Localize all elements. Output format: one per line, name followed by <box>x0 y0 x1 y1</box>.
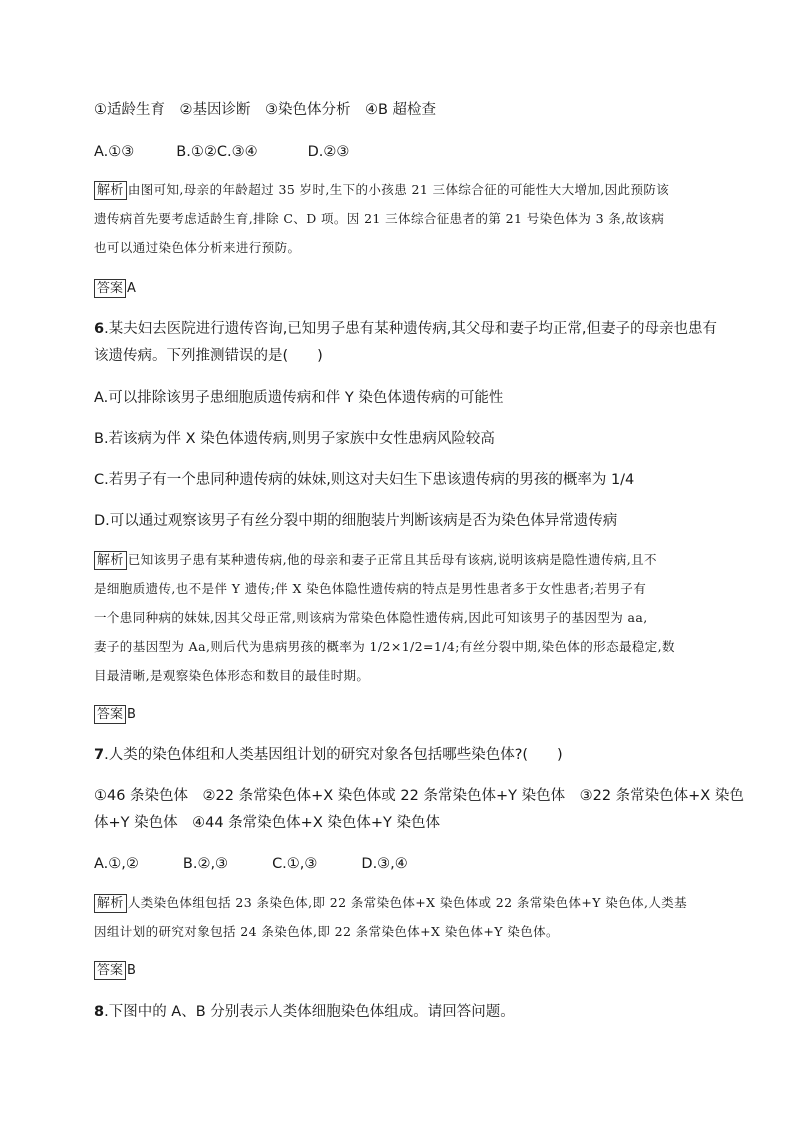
q6-explanation-line-2: 是细胞质遗传,也不是伴 Y 遗传;伴 X 染色体隐性遗传病的特点是男性患者多于女性患者;若男子有 <box>94 581 647 596</box>
q5-explanation-line-1: 解析 由图可知,母亲的年龄超过 35 岁时,生下的小孩患 21 三体综合征的可能性大大增加,因此预防该 <box>94 180 704 200</box>
q7-number: 7 <box>94 747 105 763</box>
q7-option-line-2: 体+Y 染色体 ④44 条常染色体+X 染色体+Y 染色体 <box>94 815 440 831</box>
q5-answer <box>94 279 704 299</box>
answer-tag: 答案 <box>94 279 126 298</box>
q5-explanation-line-2: 遗传病首先要考虑适龄生育,排除 C、D 项。因 21 三体综合征患者的第 21 号染色体为 3 条,故该病 <box>94 211 665 226</box>
q5-answer-value: A <box>127 281 136 296</box>
answer-tag: 答案 <box>94 961 126 980</box>
explanation-tag: 解析 <box>94 551 127 570</box>
q6-explanation-line-1: 解析 已知该男子患有某种遗传病,他的母亲和妻子正常且其岳母有该病,说明该病是隐性遗传病,且不 <box>94 550 704 570</box>
q7-answer-value: B <box>127 963 136 978</box>
explanation-tag: 解析 <box>94 894 127 913</box>
q6-stem-line-2: 该遗传病。下列推测错误的是( ) <box>94 348 323 364</box>
q6-option-d: D.可以通过观察该男子有丝分裂中期的细胞装片判断该病是否为染色体异常遗传病 <box>94 513 618 529</box>
q7-choice-d: D.③,④ <box>361 856 408 872</box>
q6-option-b: B.若该病为伴 X 染色体遗传病,则男子家族中女性患病风险较高 <box>94 431 495 447</box>
q6-answer-value: B <box>127 707 136 722</box>
q6-option-a: A.可以排除该男子患细胞质遗传病和伴 Y 染色体遗传病的可能性 <box>94 390 504 406</box>
explanation-tag: 解析 <box>94 181 127 200</box>
q6-stem-line-1: 6.某夫妇去医院进行遗传咨询,已知男子患有某种遗传病,其父母和妻子均正常,但妻子的母亲也患有 <box>94 321 718 337</box>
q7-choice-a: A.①,② <box>94 856 139 872</box>
q6-explanation-line-3: 一个患同种病的妹妹,因其父母正常,则该病为常染色体隐性遗传病,因此可知该男子的基因型为 aa, <box>94 610 648 625</box>
q7-choice-c: C.①,③ <box>272 856 318 872</box>
q5-options-line: ①适龄生育 ②基因诊断 ③染色体分析 ④B 超检查 <box>94 102 437 118</box>
q7-explanation-line-1: 解析 人类染色体组包括 23 条染色体,即 22 条常染色体+X 染色体或 22 条常染色体+Y 染色体,人类基 <box>94 893 704 913</box>
q7-stem: 7.人类的染色体组和人类基因组计划的研究对象各包括哪些染色体?( ) <box>94 747 563 763</box>
q8-stem: 8.下图中的 A、B 分别表示人类体细胞染色体组成。请回答问题。 <box>94 1004 515 1020</box>
q5-explanation-line-3: 也可以通过染色体分析来进行预防。 <box>94 240 301 255</box>
q6-explanation-line-4: 妻子的基因型为 Aa,则后代为患病男孩的概率为 1/2×1/2=1/4;有丝分裂中期,染色体的形态最稳定,数 <box>94 639 675 654</box>
q6-option-c: C.若男子有一个患同种遗传病的妹妹,则这对夫妇生下患该遗传病的男孩的概率为 1/4 <box>94 472 635 488</box>
q7-choices <box>94 854 704 874</box>
q5-choice-c: C.③④ <box>216 144 258 160</box>
q5-choice-b: B.①② <box>176 144 217 160</box>
q7-option-line-1: ①46 条染色体 ②22 条常染色体+X 染色体或 22 条常染色体+Y 染色体 ③22 条常染色体+X 染色 <box>94 788 744 804</box>
q6-number: 6 <box>94 321 105 337</box>
answer-tag: 答案 <box>94 705 126 724</box>
q8-number: 8 <box>94 1004 105 1020</box>
q7-choice-b: B.②,③ <box>182 856 229 872</box>
q7-answer <box>94 961 704 981</box>
q5-choice-a: A.①③ <box>94 144 135 160</box>
q5-choices <box>94 142 704 162</box>
q7-explanation-line-2: 因组计划的研究对象包括 24 条染色体,即 22 条常染色体+X 染色体+Y 染色体。 <box>94 924 559 939</box>
q6-answer <box>94 705 704 725</box>
q5-choice-d: D.②③ <box>307 144 350 160</box>
q6-explanation-line-5: 目最清晰,是观察染色体形态和数目的最佳时期。 <box>94 668 370 683</box>
